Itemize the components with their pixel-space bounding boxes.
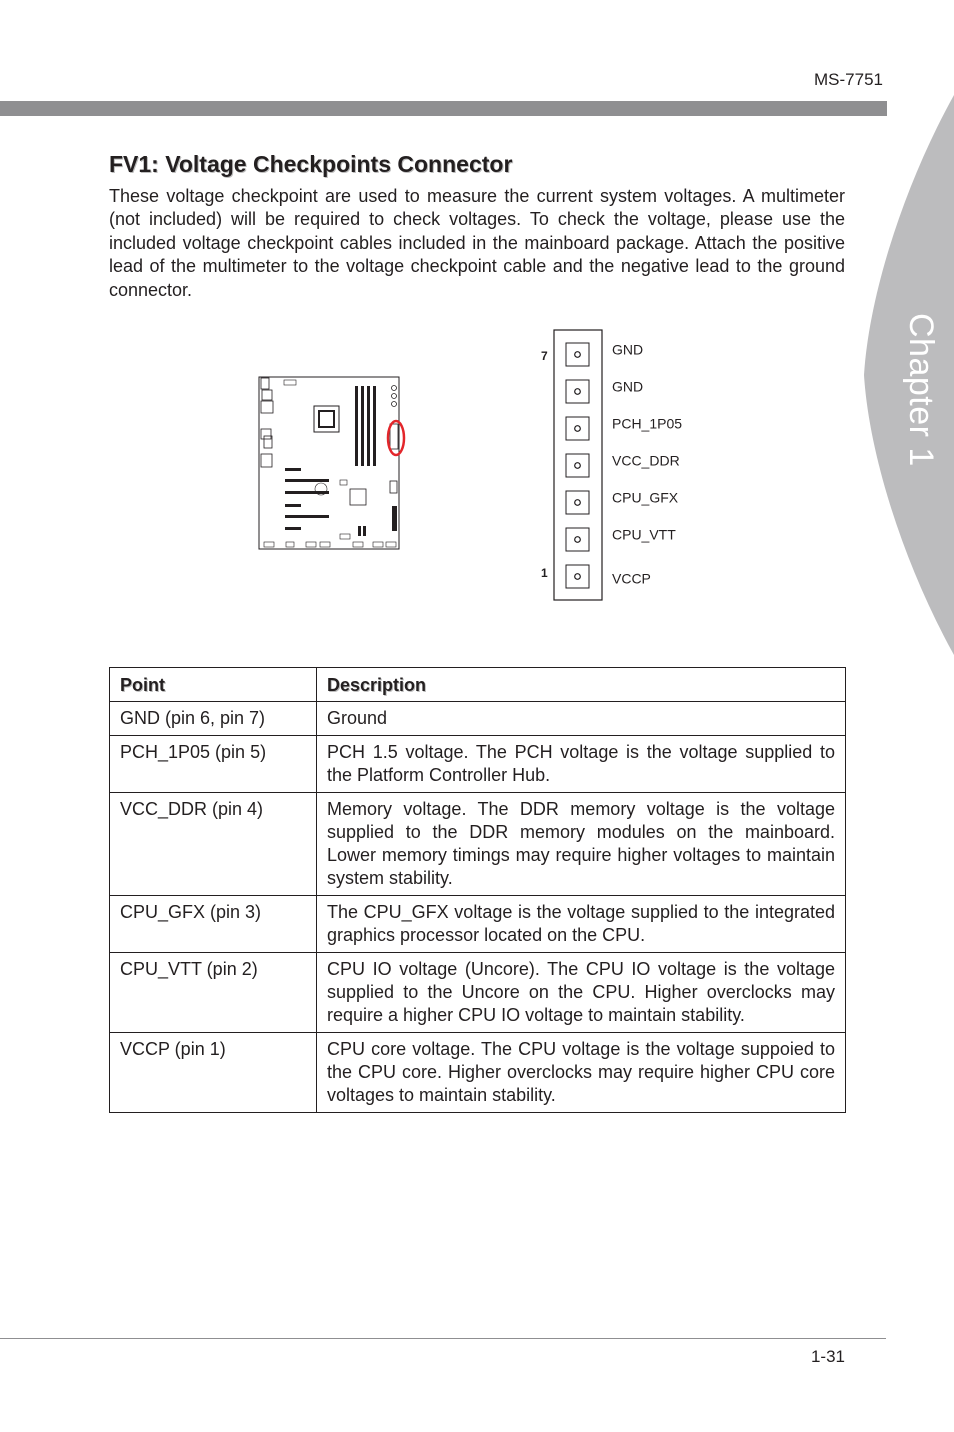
pin-square bbox=[566, 565, 589, 588]
table-row bbox=[110, 793, 846, 896]
point-cell: PCH_1P05 (pin 5) bbox=[110, 736, 317, 793]
column-header-description: Description bbox=[317, 668, 846, 702]
point-cell: CPU_GFX (pin 3) bbox=[110, 896, 317, 953]
point-cell: VCCP (pin 1) bbox=[110, 1033, 317, 1113]
pin-square bbox=[566, 380, 589, 403]
pin-square bbox=[566, 343, 589, 366]
pin-square bbox=[566, 491, 589, 514]
pinout-diagram bbox=[530, 328, 730, 608]
section-intro: These voltage checkpoint are used to measure the current system voltages. A multimeter (not included) will be required to check voltages. To check the voltage, please use the included voltage checkpoint cables included in the mainboard package. Attach the positive lead of the multimeter to the voltage checkpoint cable and the negative lead to the ground connector. bbox=[109, 186, 845, 300]
pin-square bbox=[566, 528, 589, 551]
table-row bbox=[110, 896, 846, 953]
table-row bbox=[110, 953, 846, 1033]
description-cell: Memory voltage. The DDR memory voltage is the voltage supplied to the DDR memory modules on the mainboard. Lower memory timings may require higher voltages to maintain system stability. bbox=[317, 793, 846, 896]
table-row bbox=[110, 702, 846, 736]
model-number: MS-7751 bbox=[814, 70, 883, 89]
pin-label: GND bbox=[612, 378, 644, 395]
description-cell: CPU IO voltage (Uncore). The CPU IO voltage is the voltage supplied to the Uncore on the CPU. Higher overclocks may require a higher CPU IO voltage to maintain stability. bbox=[317, 953, 846, 1033]
pin-label: VCC_DDR bbox=[612, 452, 680, 469]
point-cell: VCC_DDR (pin 4) bbox=[110, 793, 317, 896]
table-header-row bbox=[110, 668, 846, 702]
pin-number-bottom: 1 bbox=[541, 566, 548, 580]
pin-number-top: 7 bbox=[541, 349, 548, 363]
column-header-point: Point bbox=[110, 668, 317, 702]
pin-label: GND bbox=[612, 341, 644, 358]
description-cell: PCH 1.5 voltage. The PCH voltage is the voltage supplied to the Platform Controller Hub. bbox=[317, 736, 846, 793]
description-cell: The CPU_GFX voltage is the voltage supplied to the integrated graphics processor located on the CPU. bbox=[317, 896, 846, 953]
description-cell: CPU core voltage. The CPU voltage is the voltage suppoied to the CPU core. Higher overclocks may require higher CPU core voltages to maintain stability. bbox=[317, 1033, 846, 1113]
mainboard-layout-diagram bbox=[258, 376, 413, 554]
point-cell: CPU_VTT (pin 2) bbox=[110, 953, 317, 1033]
section-title: FV1: Voltage Checkpoints Connector bbox=[109, 151, 513, 177]
pin-label: VCCP bbox=[612, 570, 651, 587]
table-row bbox=[110, 736, 846, 793]
pin-label: PCH_1P05 bbox=[612, 415, 683, 432]
checkpoint-table bbox=[109, 667, 846, 1113]
pin-square bbox=[566, 454, 589, 477]
page-number: 1-31 bbox=[810, 1347, 845, 1366]
table-row bbox=[110, 1033, 846, 1113]
footer-rule bbox=[0, 1338, 886, 1339]
header-bar bbox=[0, 101, 887, 116]
description-cell: Ground bbox=[317, 702, 846, 736]
pin-square bbox=[566, 417, 589, 440]
pin-label: CPU_GFX bbox=[612, 489, 679, 506]
point-cell: GND (pin 6, pin 7) bbox=[110, 702, 317, 736]
chapter-tab-label: Chapter 1 bbox=[902, 313, 940, 467]
pin-label: CPU_VTT bbox=[612, 526, 676, 543]
